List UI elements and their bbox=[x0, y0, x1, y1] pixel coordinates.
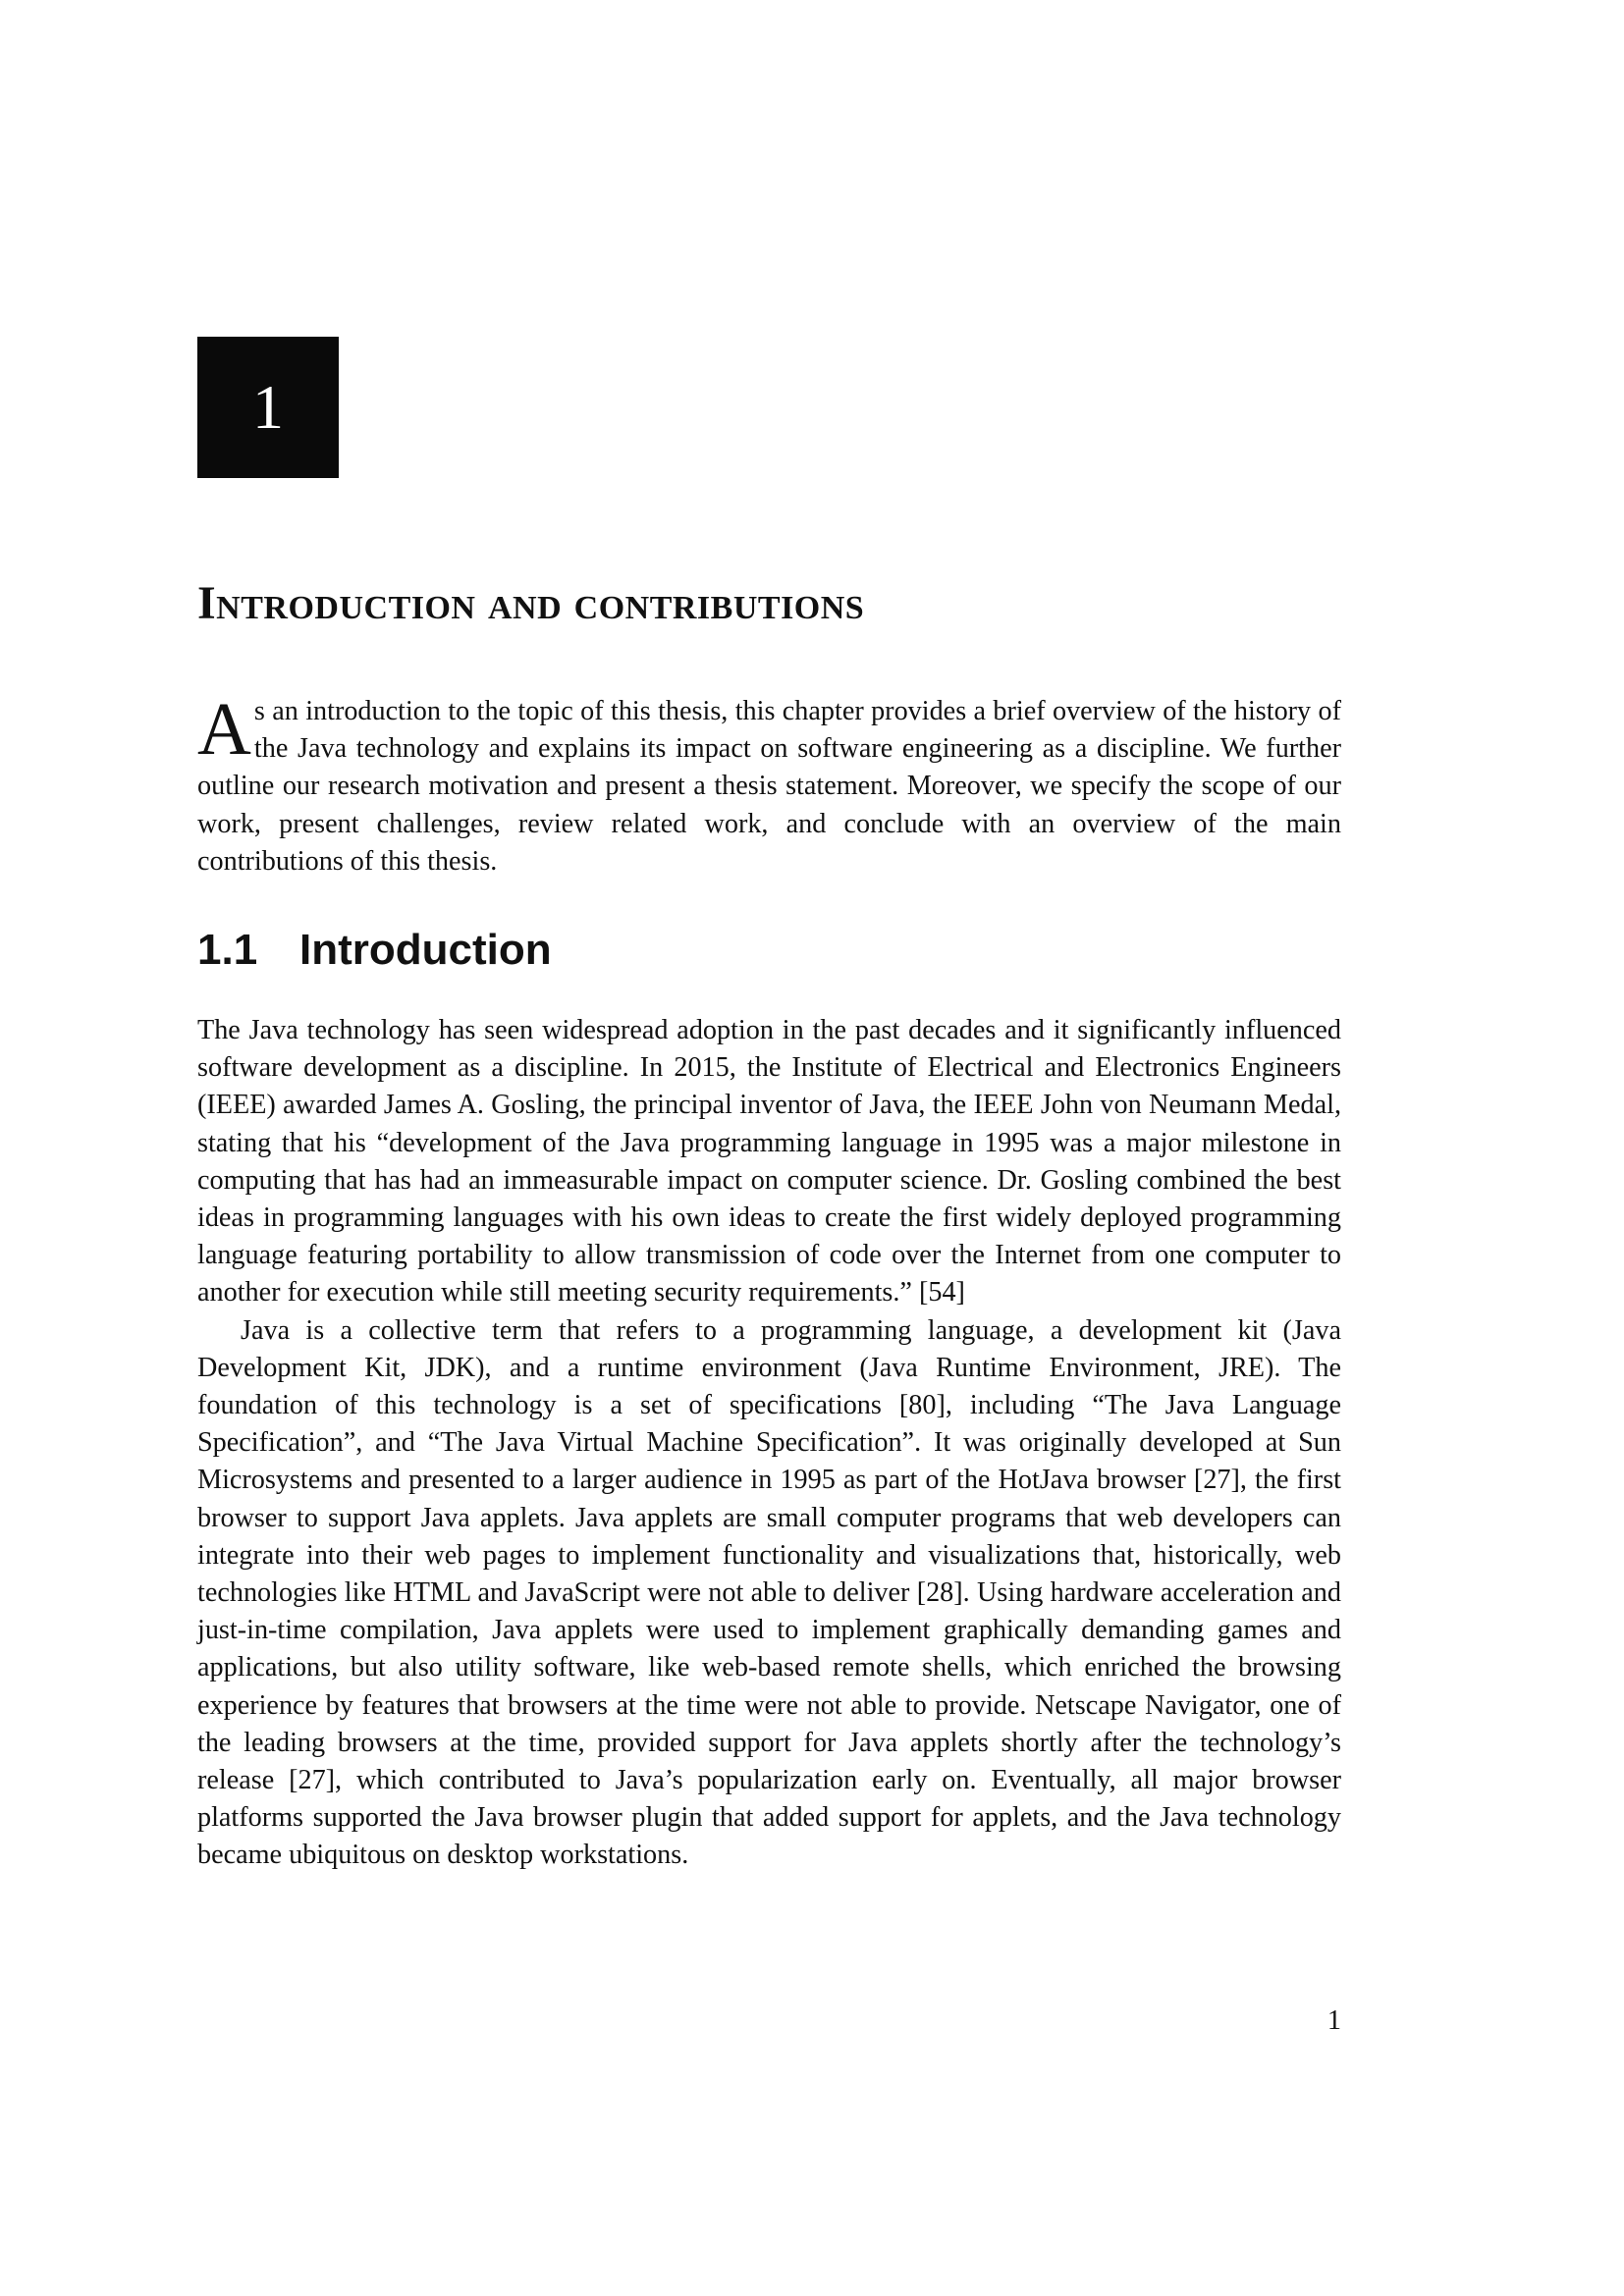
page-number: 1 bbox=[1326, 2005, 1341, 2036]
section-title: Introduction bbox=[299, 926, 552, 974]
section-number: 1.1 bbox=[197, 926, 258, 974]
chapter-number-box bbox=[197, 337, 339, 478]
section-body bbox=[197, 1012, 1341, 1875]
section-heading bbox=[197, 923, 552, 978]
chapter-number: 1 bbox=[252, 372, 284, 442]
body-paragraph-2: Java is a collective term that refers to a programming language, a development kit (Java Development Kit, JDK), and a runtime environment (Java Runtime Environment, JRE). The foundation of this technology is a set of specifications [80], including “The Java Language Specification”, and “The Java Virtual Machine Specification”. It was originally developed at Sun Microsystems and presented to a larger audience in 1995 as part of the HotJava browser [27], the first browser to support Java applets. Java applets are small computer programs that web developers can integrate into their web pages to implement functionality and visualizations that, historically, web technologies like HTML and JavaScript were not able to deliver [28]. Using hardware acceleration and just-in-time compilation, Java applets were used to implement graphically demanding games and applications, but also utility software, like web-based remote shells, which enriched the browsing experience by features that browsers at the time were not able to provide. Netscape Navigator, one of the leading browsers at the time, provided support for Java applets shortly after the technology’s release [27], which contributed to Java’s popularization early on. Eventually, all major browser platforms supported the Java browser plugin that added support for applets, and the Java technology became ubiquitous on desktop workstations. bbox=[197, 1314, 1341, 1871]
body-paragraph-1: The Java technology has seen widespread adoption in the past decades and it significantly influenced software development as a discipline. In 2015, the Institute of Electrical and Electronics Engineers (IEEE) awarded James A. Gosling, the principal inventor of Java, the IEEE John von Neumann Medal, stating that his “development of the Java programming language in 1995 was a major milestone in computing that has had an immeasurable impact on computer science. Dr. Gosling combined the best ideas in programming languages with his own ideas to create the first widely deployed programming language featuring portability to allow transmission of code over the Internet from one computer to another for execution while still meeting security requirements.” [54] bbox=[197, 1015, 1341, 1308]
abstract-paragraph: As an introduction to the topic of this thesis, this chapter provides a brief overview of the history of the Java technology and explains its impact on software engineering as a discipline. We further outline our research motivation and present a thesis statement. Moreover, we specify the scope of our work, present challenges, review related work, and conclude with an overview of the main contributions of this thesis. bbox=[197, 688, 1341, 877]
chapter-title: Introduction and contributions bbox=[197, 577, 865, 629]
chapter-abstract bbox=[197, 688, 1341, 881]
